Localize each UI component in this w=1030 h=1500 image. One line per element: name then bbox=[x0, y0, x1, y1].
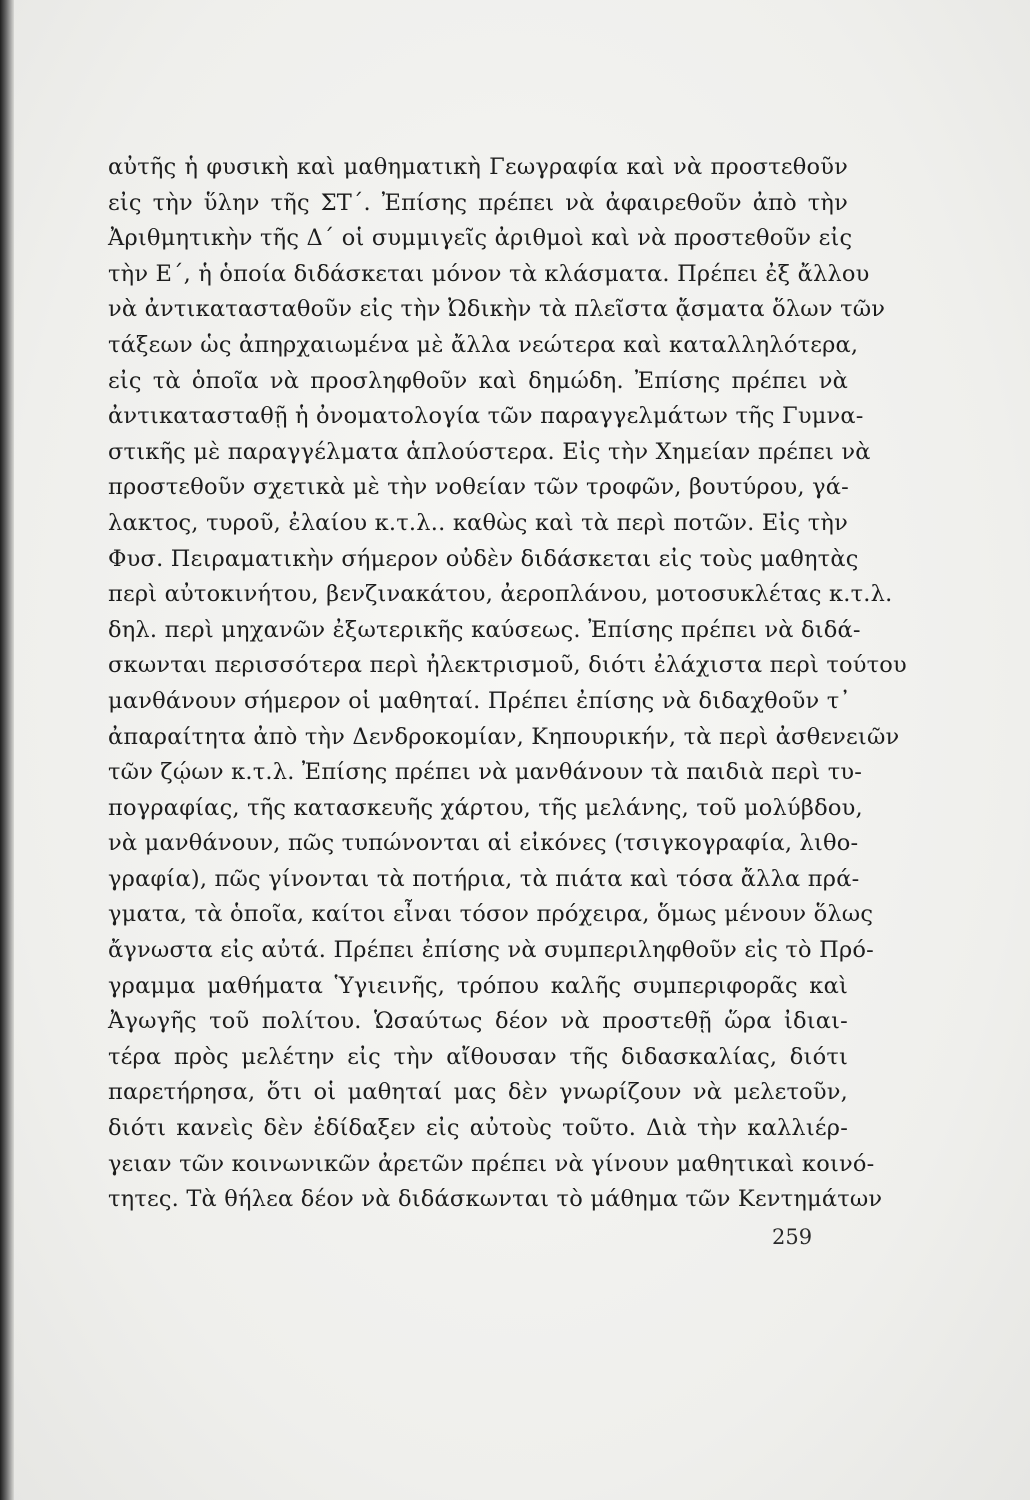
text-line: διότι κανεὶς δὲν ἐδίδαξεν εἰς αὐτοὺς τοῦτο. Διὰ τὴν καλλιέρ- bbox=[108, 1115, 848, 1142]
text-line: στικῆς μὲ παραγγέλματα ἁπλούστερα. Εἰς τὴν Χημείαν πρέπει νὰ bbox=[108, 438, 871, 465]
text-line: τητες. Τὰ θήλεα δέον νὰ διδάσκωνται τὸ μάθημα τῶν Κεντημάτων bbox=[108, 1186, 883, 1213]
text-line: γραφία), πῶς γίνονται τὰ ποτήρια, τὰ πιάτα καὶ τόσα ἄλλα πρά- bbox=[108, 865, 860, 892]
text-line: τῶν ζῴων κ.τ.λ. Ἐπίσης πρέπει νὰ μανθάνουν τὰ παιδιὰ περὶ τυ- bbox=[108, 759, 863, 786]
text-line: ἄγνωστα εἰς αὐτά. Πρέπει ἐπίσης νὰ συμπεριληφθοῦν εἰς τὸ Πρό- bbox=[108, 937, 874, 964]
text-line: λακτος, τυροῦ, ἐλαίου κ.τ.λ.. καθὼς καὶ τὰ περὶ ποτῶν. Εἰς τὴν bbox=[108, 509, 848, 536]
text-line: νὰ μανθάνουν, πῶς τυπώνονται αἱ εἰκόνες (τσιγκογραφία, λιθο- bbox=[108, 830, 859, 857]
text-line: παρετήρησα, ὅτι οἱ μαθηταί μας δὲν γνωρίζουν νὰ μελετοῦν, bbox=[108, 1079, 848, 1106]
text-line: Ἀγωγῆς τοῦ πολίτου. Ὡσαύτως δέον νὰ προστεθῇ ὥρα ἰδιαι- bbox=[108, 1008, 848, 1035]
text-line: προστεθοῦν σχετικὰ μὲ τὴν νοθείαν τῶν τροφῶν, βουτύρου, γά- bbox=[108, 474, 849, 501]
page-binding-shadow bbox=[0, 0, 14, 1500]
text-line: Ἀριθμητικὴν τῆς Δ΄ οἱ συμμιγεῖς ἀριθμοὶ καὶ νὰ προστεθοῦν εἰς bbox=[108, 225, 853, 252]
text-line: εἰς τὰ ὁποῖα νὰ προσληφθοῦν καὶ δημώδη. Ἐπίσης πρέπει νὰ bbox=[108, 367, 848, 394]
text-line: μανθάνουν σήμερον οἱ μαθηταί. Πρέπει ἐπίσης νὰ διδαχθοῦν τ᾽ bbox=[108, 687, 851, 714]
text-line: αὐτῆς ἡ φυσικὴ καὶ μαθηματικὴ Γεωγραφία καὶ νὰ προστεθοῦν bbox=[108, 154, 848, 180]
text-line: πογραφίας, τῆς κατασκευῆς χάρτου, τῆς μελάνης, τοῦ μολύβδου, bbox=[108, 794, 863, 821]
text-line: εἰς τὴν ὕλην τῆς ΣΤ΄. Ἐπίσης πρέπει νὰ ἀφαιρεθοῦν ἀπὸ τὴν bbox=[108, 189, 848, 216]
text-line: ἀντικατασταθῇ ἡ ὀνοματολογία τῶν παραγγελμάτων τῆς Γυμνα- bbox=[108, 403, 864, 430]
page-number: 259 bbox=[772, 1225, 813, 1249]
body-text bbox=[108, 150, 907, 1218]
text-line: γειαν τῶν κοινωνικῶν ἀρετῶν πρέπει νὰ γίνουν μαθητικαὶ κοινό- bbox=[108, 1150, 875, 1177]
text-line: ἀπαραίτητα ἀπὸ τὴν Δενδροκομίαν, Κηπουρικήν, τὰ περὶ ἀσθενειῶν bbox=[108, 723, 900, 750]
text-line: Φυσ. Πειραματικὴν σήμερον οὐδὲν διδάσκεται εἰς τοὺς μαθητὰς bbox=[108, 545, 859, 572]
text-line: τέρα πρὸς μελέτην εἰς τὴν αἴθουσαν τῆς διδασκαλίας, διότι bbox=[108, 1043, 848, 1070]
text-line: περὶ αὐτοκινήτου, βενζινακάτου, ἀεροπλάνου, μοτοσυκλέτας κ.τ.λ. bbox=[108, 581, 893, 608]
text-line: τάξεων ὡς ἀπηρχαιωμένα μὲ ἄλλα νεώτερα καὶ καταλληλότερα, bbox=[108, 331, 859, 358]
text-line: σκωνται περισσότερα περὶ ἠλεκτρισμοῦ, διότι ἐλάχιστα περὶ τούτου bbox=[108, 652, 907, 679]
text-line: γματα, τὰ ὁποῖα, καίτοι εἶναι τόσον πρόχειρα, ὅμως μένουν ὅλως bbox=[108, 901, 874, 928]
text-line: γραμμα μαθήματα Ὑγιεινῆς, τρόπου καλῆς συμπεριφορᾶς καὶ bbox=[108, 972, 848, 999]
text-line: δηλ. περὶ μηχανῶν ἐξωτερικῆς καύσεως. Ἐπίσης πρέπει νὰ διδά- bbox=[108, 616, 861, 643]
text-line: νὰ ἀντικατασταθοῦν εἰς τὴν Ὠδικὴν τὰ πλεῖστα ᾄσματα ὅλων τῶν bbox=[108, 296, 886, 323]
text-line: τὴν Ε΄, ἡ ὁποία διδάσκεται μόνον τὰ κλάσματα. Πρέπει ἐξ ἄλλου bbox=[108, 260, 870, 287]
